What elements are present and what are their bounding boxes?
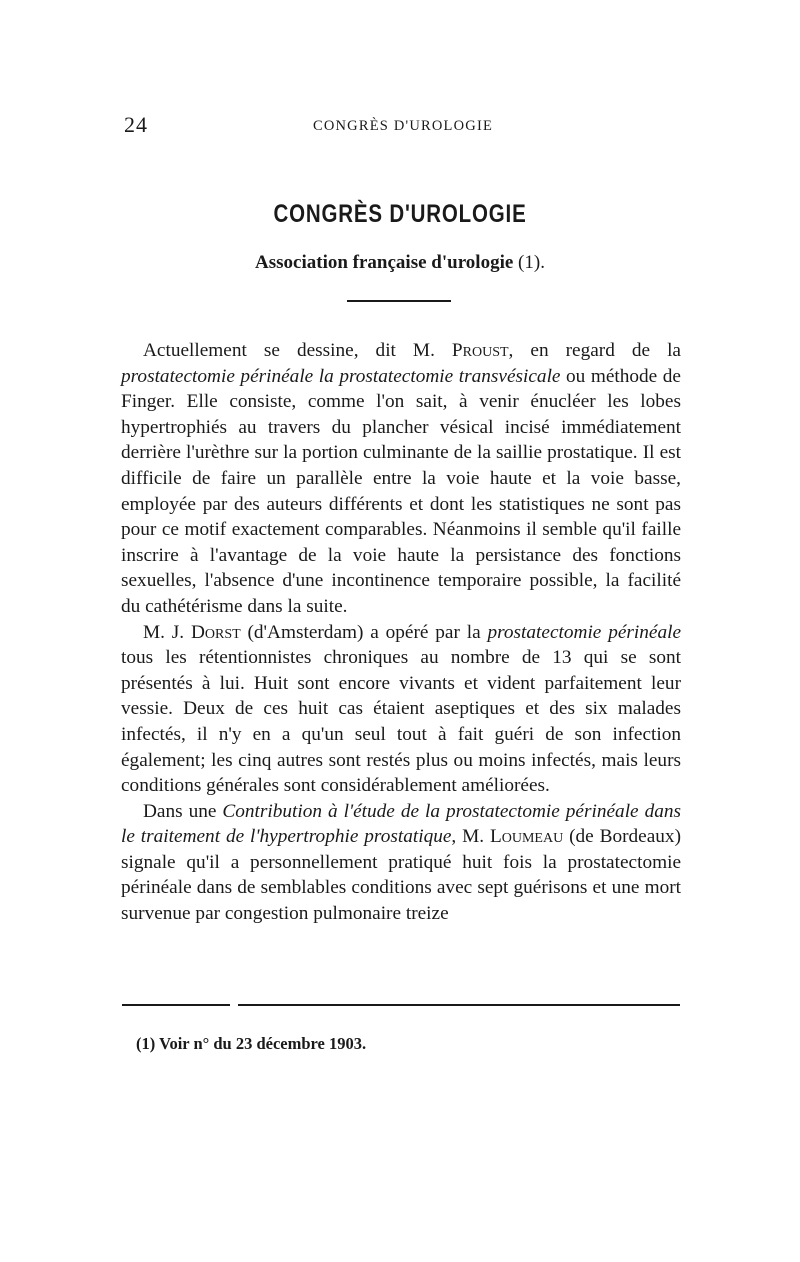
- text-run: Loumeau: [489, 826, 564, 848]
- text-run: , en regard de la: [508, 340, 681, 361]
- text-run: ou méthode de Finger. Elle consiste, comme l'on sait, à venir énucléer les lobes hypertrophiés au travers du plancher vésical incisé immédiatement derrière l'urèthre sur la portion culminante de la saillie prostatique. Il est difficile de faire un parallèle entre la voie haute et la voie basse, employée par des auteurs différents et dont les statistiques ne sont pas pour ce motif exactement comparables. Néanmoins il semble qu'il faille inscrire à l'avantage de la voie haute la persistance des fonctions sexuelles, l'absence d'une incontinence temporaire possible, la facilité du cathétérisme dans la suite.: [121, 365, 681, 617]
- text-run: Dorst: [190, 621, 241, 643]
- title-divider: [347, 300, 451, 302]
- text-run: prostatectomie périnéale la prostatectomie transvésicale: [121, 365, 561, 387]
- text-run: Proust: [451, 340, 509, 361]
- footnote: (1) Voir n° du 23 décembre 1903.: [136, 1034, 367, 1053]
- page-number: 24: [124, 112, 148, 137]
- text-run: Actuellement se dessine, dit M.: [143, 340, 452, 361]
- body-text: [121, 338, 681, 927]
- running-head: [124, 112, 682, 140]
- text-run: , M.: [451, 826, 490, 848]
- text-run: (d'Amsterdam) a opéré par la: [240, 621, 488, 643]
- text-run: (de Bordeaux) signale qu'il a personnellement pratiqué huit fois la prostatectomie périnéale dans de semblables conditions avec sept guérisons et une mort survenue par congestion pulmonaire treize: [121, 826, 681, 925]
- paragraph-1: [121, 338, 681, 620]
- paragraph-2: [121, 620, 681, 799]
- text-run: tous les rétentionnistes chroniques au nombre de 13 qui se sont présentés à lui. Huit sont encore vivants et vident parfaitement leur vessie. Deux de ces huit cas étaient aseptiques et des six malades infectés, il n'y en a qu'un seul tout à fait guéri de son infection également; les cinq autres sont restés plus ou moins infectés, mais leurs conditions générales sont considérablement améliorées.: [121, 647, 681, 797]
- paragraph-3: [121, 799, 681, 927]
- text-run: Dans une: [143, 800, 223, 822]
- subtitle-text: Association française d'urologie: [255, 252, 514, 273]
- section-title: CONGRÈS D'UROLOGIE: [273, 200, 527, 228]
- text-run: prostatectomie périnéale: [487, 621, 682, 643]
- text-run: M. J.: [143, 621, 191, 643]
- section-subtitle: [0, 252, 800, 274]
- footnote-rule-right: [238, 1004, 680, 1006]
- subtitle-footnote-ref: (1).: [518, 252, 545, 273]
- text-run: Contribution à l'étude de la prostatectomie périnéale dans le traitement de l'hypertrophie prostatique: [121, 800, 681, 848]
- footnote-rule-left: [122, 1004, 230, 1006]
- running-title: CONGRÈS D'UROLOGIE: [312, 118, 494, 134]
